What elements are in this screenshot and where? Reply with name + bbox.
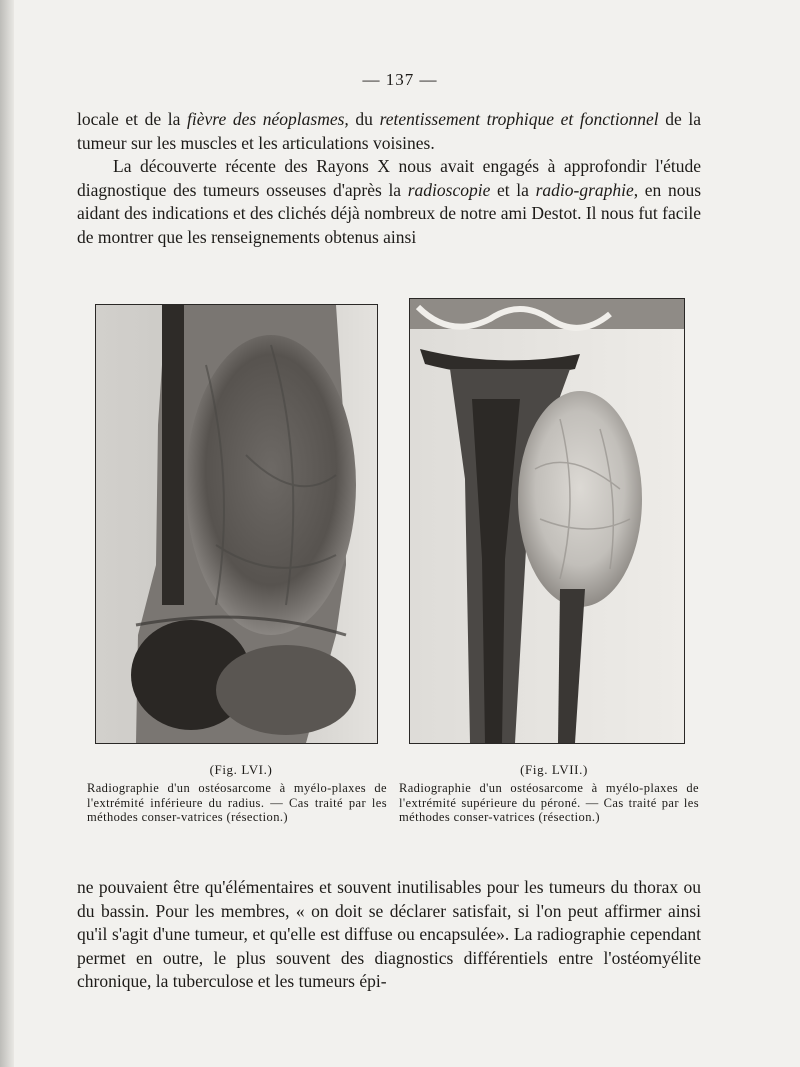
bottom-text-block — [77, 876, 701, 994]
caption-text: Radiographie d'un ostéosarcome à myélo-plaxes de l'extrémité supérieure du péroné. — Cas traité par les méthodes conser-vatrices (résection.) — [399, 781, 699, 824]
figure-label: (Fig. LVI.) — [209, 762, 273, 777]
text-run: et la — [490, 179, 536, 200]
italic-text: fièvre des néoplasmes, — [187, 109, 349, 129]
italic-text: retentissement trophique et fonctionnel — [379, 109, 659, 129]
text-run: locale et de la — [77, 109, 188, 129]
top-text-block — [77, 108, 701, 249]
caption-text: Radiographie d'un ostéosarcome à myélo-plaxes de l'extrémité inférieure du radius. — Cas traité par les méthodes conser-vatrices (résection.) — [87, 781, 387, 824]
text-run: La découverte récente des Rayons X nous avait engagés à approfondir l'étude diagnostique des tumeurs osseuses d'après la — [77, 156, 701, 200]
text-run: de la tumeur sur les muscles et les articulations voisines. — [77, 109, 702, 153]
figure-caption — [87, 781, 387, 825]
paragraph-continuation — [77, 108, 701, 155]
radiograph-radius-image — [95, 304, 378, 744]
text-run: , en nous aidant des indications et des clichés déjà nombreux de notre ami Destot. Il nous fut facile de montrer que les renseignements obtenus ainsi — [77, 179, 702, 247]
italic-text: radioscopie — [407, 179, 491, 200]
text-run: du — [348, 109, 380, 129]
figure-caption — [399, 781, 699, 825]
paragraph-continuation-bottom: ne pouvaient être qu'élémentaires et souvent inutilisables pour les tumeurs du thorax ou du bassin. Pour les membres, « on doit se déclarer satisfait, si l'on peut affirmer ainsi qu'il s'agit d'une tumeur, et qu'elle est diffuse ou encapsulée». La radiographie cependant permet en outre, le plus souvent des diagnostics différentiels entre l'ostéomyélite chronique, la tuberculose et les tumeurs épi- — [77, 877, 701, 991]
paragraph-rayons-x — [77, 155, 701, 249]
figure-label: (Fig. LVII.) — [520, 762, 588, 777]
page-edge-shadow — [0, 0, 14, 1067]
figure-lvii — [399, 298, 699, 825]
page-number: — 137 — — [362, 70, 438, 89]
radiograph-fibula-image — [409, 298, 685, 744]
italic-text: radio-graphie — [535, 179, 634, 200]
figure-lvi — [87, 304, 387, 825]
